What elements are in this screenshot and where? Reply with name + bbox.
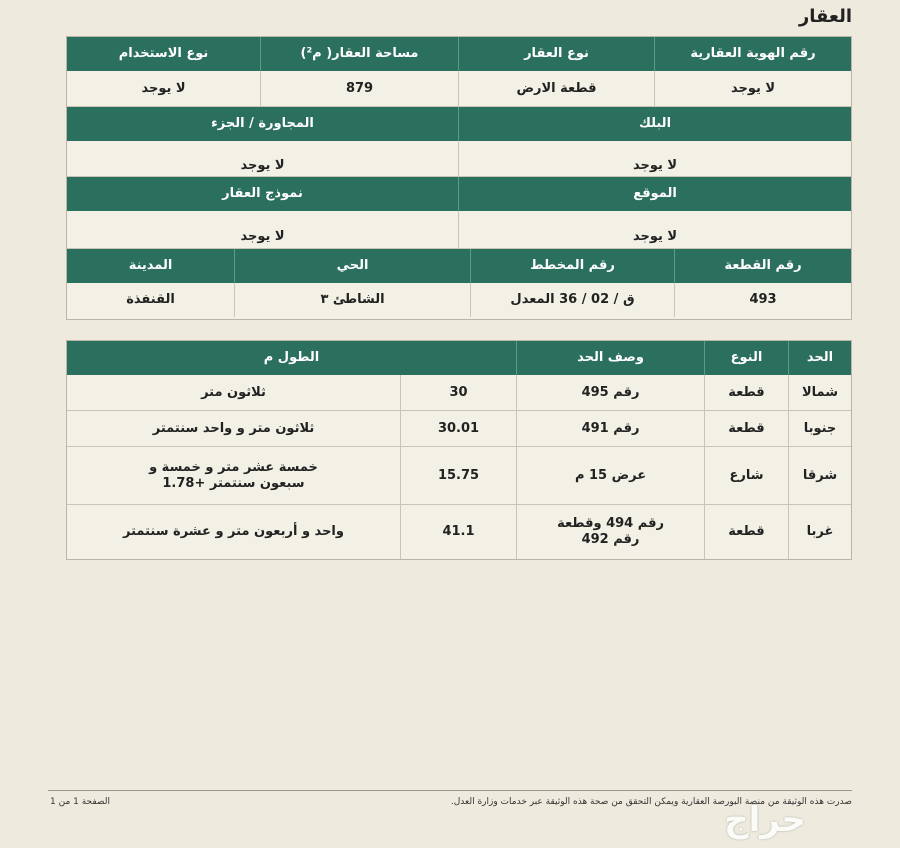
boundaries-table xyxy=(66,340,852,560)
property-header-row-1 xyxy=(67,37,851,71)
property-header-row-2 xyxy=(67,107,851,141)
value-usage-type: لا يوجد xyxy=(67,71,261,106)
property-header-row-3 xyxy=(67,177,851,211)
page-title: العقار xyxy=(798,6,852,27)
boundaries-header-row xyxy=(67,341,851,375)
boundary-type: قطعة xyxy=(705,411,789,446)
boundary-row-east xyxy=(67,447,851,505)
value-property-type: قطعة الارض xyxy=(459,71,655,106)
value-city: القنفذة xyxy=(67,283,235,317)
property-value-row-4 xyxy=(67,283,851,317)
header-neighborhood-part: المجاورة / الجزء xyxy=(67,107,459,141)
boundary-description: رقم 491 xyxy=(517,411,705,446)
header-boundary-description: وصف الحد xyxy=(517,341,705,375)
boundary-length: 41.1 xyxy=(401,505,517,559)
value-district: الشاطئ ٣ xyxy=(235,283,471,317)
property-value-row-2 xyxy=(67,141,851,177)
header-plot-number: رقم القطعة xyxy=(724,258,802,273)
header-district: الحي xyxy=(235,249,471,283)
value-plan-number: ق / 02 / 36 المعدل xyxy=(471,283,675,317)
property-header-row-4 xyxy=(67,249,851,283)
value-neighborhood-part: لا يوجد xyxy=(67,141,459,176)
boundary-type: شارع xyxy=(705,447,789,504)
header-property-model: نموذج العقار xyxy=(67,177,459,211)
header-property-type: نوع العقار xyxy=(459,37,655,71)
boundary-length: 15.75 xyxy=(401,447,517,504)
boundary-description: رقم 494 وقطعة رقم 492 xyxy=(517,505,705,559)
boundary-side: شمالا xyxy=(801,384,839,400)
property-info-table xyxy=(66,36,852,320)
page-number: الصفحة 1 من 1 xyxy=(50,797,110,807)
value-location: لا يوجد xyxy=(632,228,678,244)
footer-divider xyxy=(48,790,852,791)
value-property-model: لا يوجد xyxy=(67,211,459,248)
boundary-length-words: ثلاثون متر و واحد سنتمتر xyxy=(67,411,401,446)
boundary-type: قطعة xyxy=(705,375,789,410)
boundary-side: شرقا xyxy=(802,467,838,483)
value-property-area: 879 xyxy=(261,71,459,106)
header-property-id: رقم الهوية العقارية xyxy=(690,46,816,61)
boundary-length-words: ثلاثون متر xyxy=(67,375,401,410)
property-value-row-3 xyxy=(67,211,851,249)
value-block: لا يوجد xyxy=(632,157,678,173)
boundary-side: غربا xyxy=(806,524,834,539)
boundary-type: قطعة xyxy=(705,505,789,559)
header-usage-type: نوع الاستخدام xyxy=(67,37,261,71)
header-location: الموقع xyxy=(633,186,677,201)
boundary-length-words: واحد و أربعون متر و عشرة سنتمتر xyxy=(67,505,401,559)
boundary-description: عرض 15 م xyxy=(517,447,705,504)
header-boundary-side: الحد xyxy=(806,350,834,365)
boundary-row-south xyxy=(67,411,851,447)
boundary-description: رقم 495 xyxy=(517,375,705,410)
boundary-side: جنوبا xyxy=(803,420,837,436)
property-value-row-1 xyxy=(67,71,851,107)
footer-note: صدرت هذه الوثيقة من منصة البورصة العقارية ويمكن التحقق من صحة هذه الوثيقة عبر خدمات وزارة العدل. xyxy=(450,797,852,807)
value-plot-number: 493 xyxy=(749,292,777,307)
header-property-area: مساحة العقار( م²) xyxy=(261,37,459,71)
boundary-length: 30.01 xyxy=(401,411,517,446)
boundary-row-west xyxy=(67,505,851,559)
header-city: المدينة xyxy=(67,249,235,283)
boundary-length: 30 xyxy=(401,375,517,410)
header-block: البلك xyxy=(638,116,672,131)
header-plan-number: رقم المخطط xyxy=(471,249,675,283)
watermark-logo: حراج xyxy=(724,800,806,840)
header-boundary-length: الطول م xyxy=(67,341,517,375)
boundary-row-north xyxy=(67,375,851,411)
value-property-id: لا يوجد xyxy=(730,80,776,96)
boundary-length-words: خمسة عشر متر و خمسة و سبعون سنتمتر +1.78 xyxy=(67,447,401,504)
header-boundary-type: النوع xyxy=(705,341,789,375)
